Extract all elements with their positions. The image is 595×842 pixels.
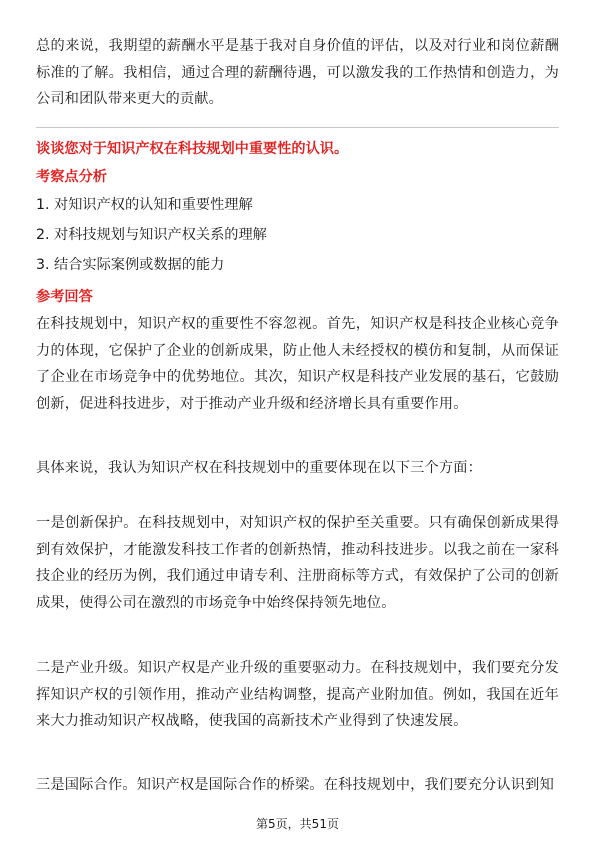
answer-paragraph: 在科技规划中，知识产权的重要性不容忽视。首先，知识产权是科技企业核心竞争力的体现，它保护了企业的创新成果，防止他人未经授权的模仿和复制，从而保证了企业在市场竞争中的优势地位。其次，知识产权是科技产业发展的基石，它鼓励创新，促进科技进步，对于推动产业升级和经济增长具有重要作用。 — [36, 316, 559, 412]
analysis-title: 考察点分析 — [36, 169, 107, 185]
page-footer: 第5页，共51页 — [256, 817, 339, 831]
answer-paragraph: 具体来说，我认为知识产权在科技规划中的重要体现在以下三个方面： — [36, 460, 483, 476]
answer-paragraph: 三是国际合作。知识产权是国际合作的桥梁。在科技规划中，我们要充分认识到知 — [36, 777, 554, 793]
list-item: 2. 对科技规划与知识产权关系的理解 — [36, 227, 267, 243]
question-heading: 谈谈您对于知识产权在科技规划中重要性的认识。 — [36, 141, 349, 157]
answer-title: 参考回答 — [36, 289, 93, 305]
intro-paragraph: 总的来说，我期望的薪酬水平是基于我对自身价值的评估，以及对行业和岗位薪酬标准的了解。我相信，通过合理的薪酬待遇，可以激发我的工作热情和创造力，为公司和团队带来更大的贡献。 — [36, 38, 559, 107]
analysis-list — [36, 190, 267, 280]
answer-paragraph: 一是创新保护。在科技规划中，对知识产权的保护至关重要。只有确保创新成果得到有效保护，才能激发科技工作者的创新热情，推动科技进步。以我之前在一家科技企业的经历为例，我们通过申请专利、注册商标等方式，有效保护了公司的创新成果，使得公司在激烈的市场竞争中始终保持领先地位。 — [36, 515, 559, 611]
section-divider — [36, 127, 559, 128]
list-item: 1. 对知识产权的认知和重要性理解 — [36, 197, 253, 213]
list-item: 3. 结合实际案例或数据的能力 — [36, 257, 225, 273]
answer-paragraph: 二是产业升级。知识产权是产业升级的重要驱动力。在科技规划中，我们要充分发挥知识产权的引领作用，推动产业结构调整，提高产业附加值。例如，我国在近年来大力推动知识产权战略，使我国的高新技术产业得到了快速发展。 — [36, 660, 559, 729]
